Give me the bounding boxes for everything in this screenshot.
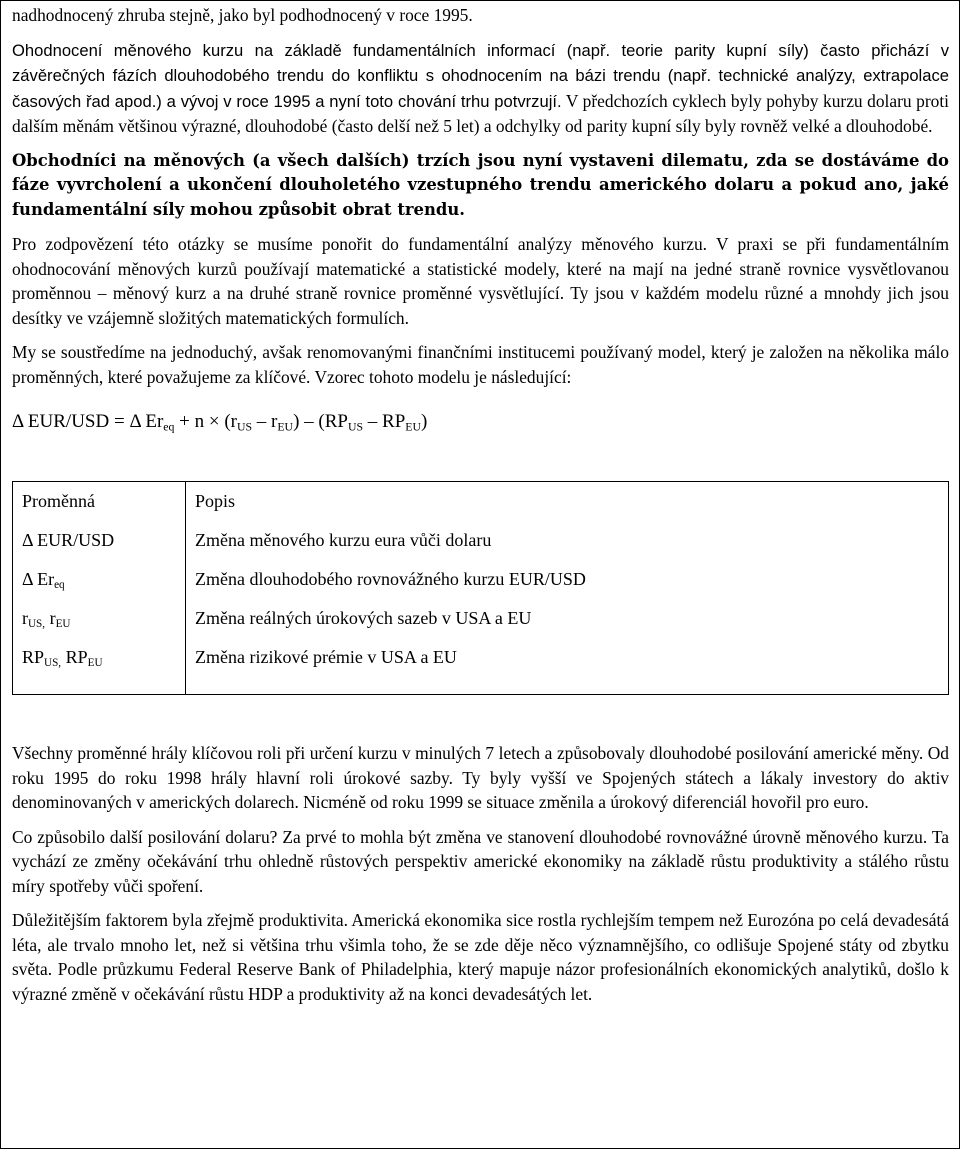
table-header-variable: Proměnná (22, 491, 95, 511)
paragraph-model-intro: My se soustředíme na jednoduchý, avšak renomovanými finančními institucemi používaný model, který je založen na několika málo proměnných, které považujeme za klíčové. Vzorec tohoto modelu je následující: (12, 342, 949, 387)
table-cell-description: Změna rizikové prémie v USA a EU (195, 647, 457, 667)
table-header-description: Popis (195, 491, 236, 511)
table-cell-description: Změna dlouhodobého rovnovážného kurzu EUR/USD (195, 569, 586, 589)
table-cell-variable: Δ $Er_{eq}$ (22, 569, 65, 592)
model-formula: Δ EUR/USD = Δ $Er_{eq} + n \times (r_{US} - r_{EU}) - (RP_{US} - RP_{EU})$ (12, 411, 428, 434)
paragraph-productivity: Důležitějším faktorem byla zřejmě produktivita. Americká ekonomika sice rostla rychlejším tempem než Eurozóna po celá devadesátá léta, ale trvalo mnoho let, než si většina trhu všimla toho, že se zde děje něco významnějšího, co odlišuje Spojené státy od zbytku světa. Podle průzkumu Federal Reserve Bank of Philadelphia, který mapuje názor profesionálních ekonomických analytiků, došlo k výrazné změně v očekávání růstu HDP a produktivity až na konci devadesátých let. (12, 910, 949, 1004)
paragraph-dollar-strengthening: Co způsobilo další posilování dolaru? Za prvé to mohla být změna ve stanovení dlouhodobé rovnovážné úrovně měnového kurzu. Ta vychází ze změny očekávání trhu ohledně růstových perspektiv americké ekonomiky na základě růstu produktivity a stálého růstu míry spotřeby vůči spoření. (12, 826, 949, 896)
sans-text-segment: Ohodnocení měnového kurzu na základě fundamentálních informací (např. teorie parity kupní síly) často přichází v závěrečných fázích dlouhodobého trendu do konfliktu s ohodnocením na bázi trendu (např. technické analýzy, extrapolace časových řad apod.) a vývoj v roce 1995 a nyní toto chování trhu potvrzují. (12, 40, 949, 111)
table-cell-variable: Δ EUR/USD (22, 530, 115, 550)
paragraph-top-fragment: nadhodnocený zhruba stejně, jako byl podhodnocený v roce 1995. (12, 5, 473, 25)
table-cell-variable: $r_{US,}$ $r_{EU}$ (22, 608, 71, 631)
table-cell-description: Změna měnového kurzu eura vůči dolaru (195, 530, 492, 550)
paragraph-dilemma-bold: Obchodníci na měnových (a všech dalších) trzích jsou nyní vystaveni dilematu, zda se dostáváme do fáze vyvrcholení a ukončení dlouholetého vzestupného trendu amerického dolaru a pokud ano, jaké fundamentální síly mohou způsobit obrat trendu. (12, 150, 949, 219)
variables-column (13, 482, 186, 695)
paragraph-fundamental-analysis: Pro zodpovězení této otázky se musíme ponořit do fundamentální analýzy měnového kurzu. V praxi se při fundamentálním ohodnocování měnových kurzů používají matematické a statistické modely, které na mají na jedné straně rovnice vysvětlovanou proměnnou – měnový kurz a na druhé straně rovnice proměnné vysvětlující. Ty jsou v každém modelu různé a mnohdy jich jsou desítky ve vzájemně složitých matematických formulích. (12, 234, 949, 328)
variables-table (12, 481, 949, 695)
table-cell-variable: $RP_{US,}$ $RP_{EU}$ (22, 647, 103, 670)
paragraph-variables-role: Všechny proměnné hrály klíčovou roli při určení kurzu v minulých 7 letech a způsobovaly dlouhodobé posilování americké měny. Od roku 1995 do roku 1998 hrály hlavní roli úrokové sazby. Ty byly vyšší ve Spojených státech a lákaly investory do aktiv denominovaných v amerických dolarech. Nicméně od roku 1999 se situace změnila a úrokový diferenciál hovořil pro euro. (12, 743, 949, 812)
paragraph-fundamental-vs-trend (12, 38, 949, 139)
serif-text-segment: V předchozích cyklech byly pohyby kurzu dolaru proti dalším měnám většinou výrazné, dlouhodobé (často delší než 5 let) a odchylky od parity kupní síly byly rovněž velké a dlouhodobé. (12, 90, 949, 136)
descriptions-column (186, 482, 949, 695)
table-cell-description: Změna reálných úrokových sazeb v USA a EU (195, 608, 532, 628)
